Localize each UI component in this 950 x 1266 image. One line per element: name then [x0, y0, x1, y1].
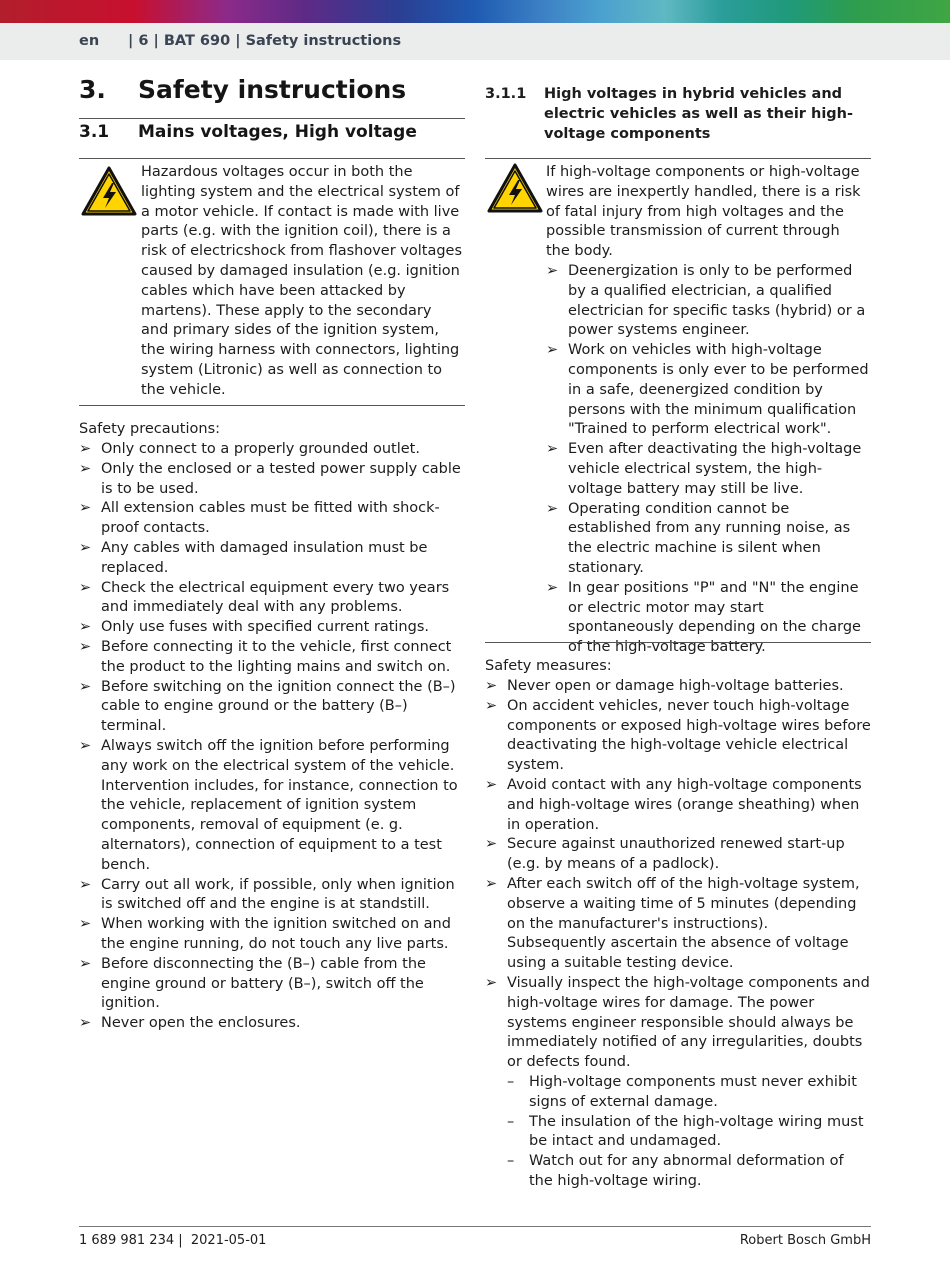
bullet-arrow-icon: ➢: [79, 638, 92, 655]
bullet-arrow-icon: ➢: [546, 263, 559, 279]
bullet-arrow-icon: ➢: [485, 875, 498, 892]
bullet-arrow-icon: ➢: [79, 955, 92, 972]
list-item: ➢ Only use fuses with specified current ratings.: [79, 618, 465, 638]
list-item: ➢ Only the enclosed or a tested power supply cable is to be used.: [79, 460, 461, 497]
bullet-arrow-icon: ➢: [79, 441, 92, 457]
section-title: Safety instructions: [138, 75, 407, 104]
list-item: ➢ Before connecting it to the vehicle, first connect the product to the lighting mains and switch on.: [79, 638, 452, 675]
dash-bullet-icon: –: [507, 1113, 515, 1130]
bullet-arrow-icon: ➢: [485, 697, 498, 714]
measures-list: [485, 677, 871, 1192]
measures-lead: Safety measures:: [485, 658, 612, 674]
list-item: ➢ Before switching on the ignition connect the (B–) cable to engine ground or the battery (B–) terminal.: [79, 678, 456, 735]
bullet-arrow-icon: ➢: [79, 539, 92, 556]
bullet-arrow-icon: ➢: [485, 776, 498, 793]
subsubsection-number: 3.1.1: [485, 86, 527, 102]
list-item: ➢ All extension cables must be fitted with shock-proof contacts.: [79, 500, 440, 537]
subsection-title: Mains voltages, High voltage: [138, 122, 417, 142]
list-item: ➢ Work on vehicles with high-voltage components is only ever to be performed in a safe, deenergized condition by persons with the minimum qualification "Trained to perform electrical work".: [546, 342, 869, 438]
bullet-arrow-icon: ➢: [79, 1015, 92, 1032]
bullet-arrow-icon: ➢: [546, 579, 559, 596]
bullet-arrow-icon: ➢: [485, 836, 498, 853]
list-item: ➢ Avoid contact with any high-voltage components and high-voltage wires (orange sheathing) when in operation.: [485, 776, 862, 833]
list-item: ➢ Visually inspect the high-voltage components and high-voltage wires for damage. The power systems engineer responsible should always be immediately notified of any irregularities, doubts or defects found. – High-voltage components must never exhibit signs of external damage. – The insulation of the high-voltage wiring must be intact and undamaged. – Watch out for any abnormal deformation of the high-voltage wiring.: [485, 974, 871, 1192]
dash-bullet-icon: –: [507, 1153, 515, 1170]
list-item: ➢ Carry out all work, if possible, only when ignition is switched off and the engine is at standstill.: [79, 876, 455, 913]
inspection-sublist: [507, 1073, 871, 1192]
bullet-arrow-icon: ➢: [546, 441, 559, 458]
list-item: ➢ After each switch off of the high-voltage system, observe a waiting time of 5 minutes (depending on the manufacturer's instructions). Subsequently ascertain the absence of voltage using a suitable testing device.: [485, 875, 860, 972]
sub-list-item: – Watch out for any abnormal deformation of the high-voltage wiring.: [507, 1153, 844, 1189]
list-item: ➢ Never open the enclosures.: [79, 1014, 465, 1034]
list-item: ➢ Check the electrical equipment every two years and immediately deal with any problems.: [79, 579, 450, 616]
header-language: en: [79, 33, 100, 49]
high-voltage-warning-list: [546, 262, 870, 658]
precautions-list: [79, 440, 465, 1034]
high-voltage-warning-icon: [487, 163, 543, 213]
list-item: ➢ When working with the ignition switched on and the engine running, do not touch any live parts.: [79, 916, 451, 952]
divider: [79, 405, 465, 406]
bullet-arrow-icon: ➢: [79, 579, 92, 596]
bullet-arrow-icon: ➢: [79, 678, 92, 695]
list-item: ➢ Even after deactivating the high-voltage vehicle electrical system, the high-voltage battery may still be live.: [546, 441, 862, 497]
bullet-arrow-icon: ➢: [79, 619, 92, 636]
footer-company: Robert Bosch GmbH: [739, 1233, 871, 1248]
divider: [485, 642, 871, 643]
bullet-arrow-icon: ➢: [79, 500, 92, 517]
divider: [79, 118, 465, 119]
warning-text-mains: Hazardous voltages occur in both the lighting system and the electrical system of a motor vehicle. If contact is made with live parts (e.g. with the ignition coil), there is a risk of electricshock from flashover voltages caused by damaged insulation (e.g. ignition cables which have been attacked by martens). These apply to the secondary and primary sides of the ignition system, the wiring harness with connectors, lighting system (Litronic) as well as connection to the vehicle.: [141, 164, 463, 398]
bullet-arrow-icon: ➢: [79, 916, 92, 933]
precautions-lead: Safety precautions:: [79, 421, 221, 437]
dash-bullet-icon: –: [507, 1073, 515, 1090]
bullet-arrow-icon: ➢: [79, 460, 92, 477]
divider: [485, 158, 871, 159]
bullet-arrow-icon: ➢: [79, 876, 92, 893]
high-voltage-warning-icon: [81, 166, 137, 216]
header-title: | 6 | BAT 690 | Safety instructions: [128, 33, 402, 49]
footer-doc-number: 1 689 981 234 |: [79, 1233, 183, 1248]
warning-text-high-voltage: If high-voltage components or high-voltage wires are inexpertly handled, there is a risk of fatal injury from high voltages and the possible transmission of current through the body.: [546, 164, 861, 260]
subsubsection-title: High voltages in hybrid vehicles and electric vehicles as well as their high-voltage components: [544, 86, 854, 142]
bullet-arrow-icon: ➢: [79, 737, 92, 754]
bullet-arrow-icon: ➢: [546, 342, 559, 359]
list-item: ➢ Never open or damage high-voltage batteries.: [485, 677, 871, 697]
list-item: ➢ On accident vehicles, never touch high-voltage components or exposed high-voltage wires before deactivating the high-voltage vehicle electrical system.: [485, 697, 871, 774]
list-item: ➢ Deenergization is only to be performed by a qualified electrician, a qualified electrician for specific tasks (hybrid) or a power systems engineer.: [546, 263, 866, 339]
section-number: 3.: [79, 75, 106, 104]
list-item: ➢ Only connect to a properly grounded outlet.: [79, 440, 465, 460]
bullet-arrow-icon: ➢: [485, 678, 498, 694]
list-item: ➢ Secure against unauthorized renewed start-up (e.g. by means of a padlock).: [485, 836, 845, 873]
bullet-arrow-icon: ➢: [546, 500, 559, 517]
footer-date: 2021-05-01: [190, 1233, 267, 1248]
list-item: ➢ Always switch off the ignition before performing any work on the electrical system of the vehicle. Intervention includes, for instance, connection to the vehicle, replacement of ignition system components, removal of equipment (e. g. alternators), connection of equipment to a test bench.: [79, 737, 458, 873]
subsection-number: 3.1: [79, 122, 110, 142]
bullet-arrow-icon: ➢: [485, 974, 498, 991]
footer-divider: [79, 1226, 871, 1227]
divider: [79, 158, 465, 159]
list-item: ➢ In gear positions "P" and "N" the engine or electric motor may start spontaneously depending on the charge of the high-voltage battery.: [546, 579, 861, 656]
list-item: ➢ Before disconnecting the (B–) cable from the engine ground or battery (B–), switch off the ignition.: [79, 955, 426, 1012]
brand-color-bar: [0, 0, 950, 23]
list-item: ➢ Any cables with damaged insulation must be replaced.: [79, 539, 428, 576]
sub-list-item: – High-voltage components must never exhibit signs of external damage.: [507, 1073, 857, 1110]
footer-doc-info: [79, 1233, 266, 1248]
list-item: ➢ Operating condition cannot be established from any running noise, as the electric machine is silent when stationary.: [546, 500, 851, 576]
sub-list-item: – The insulation of the high-voltage wiring must be intact and undamaged.: [507, 1113, 864, 1150]
